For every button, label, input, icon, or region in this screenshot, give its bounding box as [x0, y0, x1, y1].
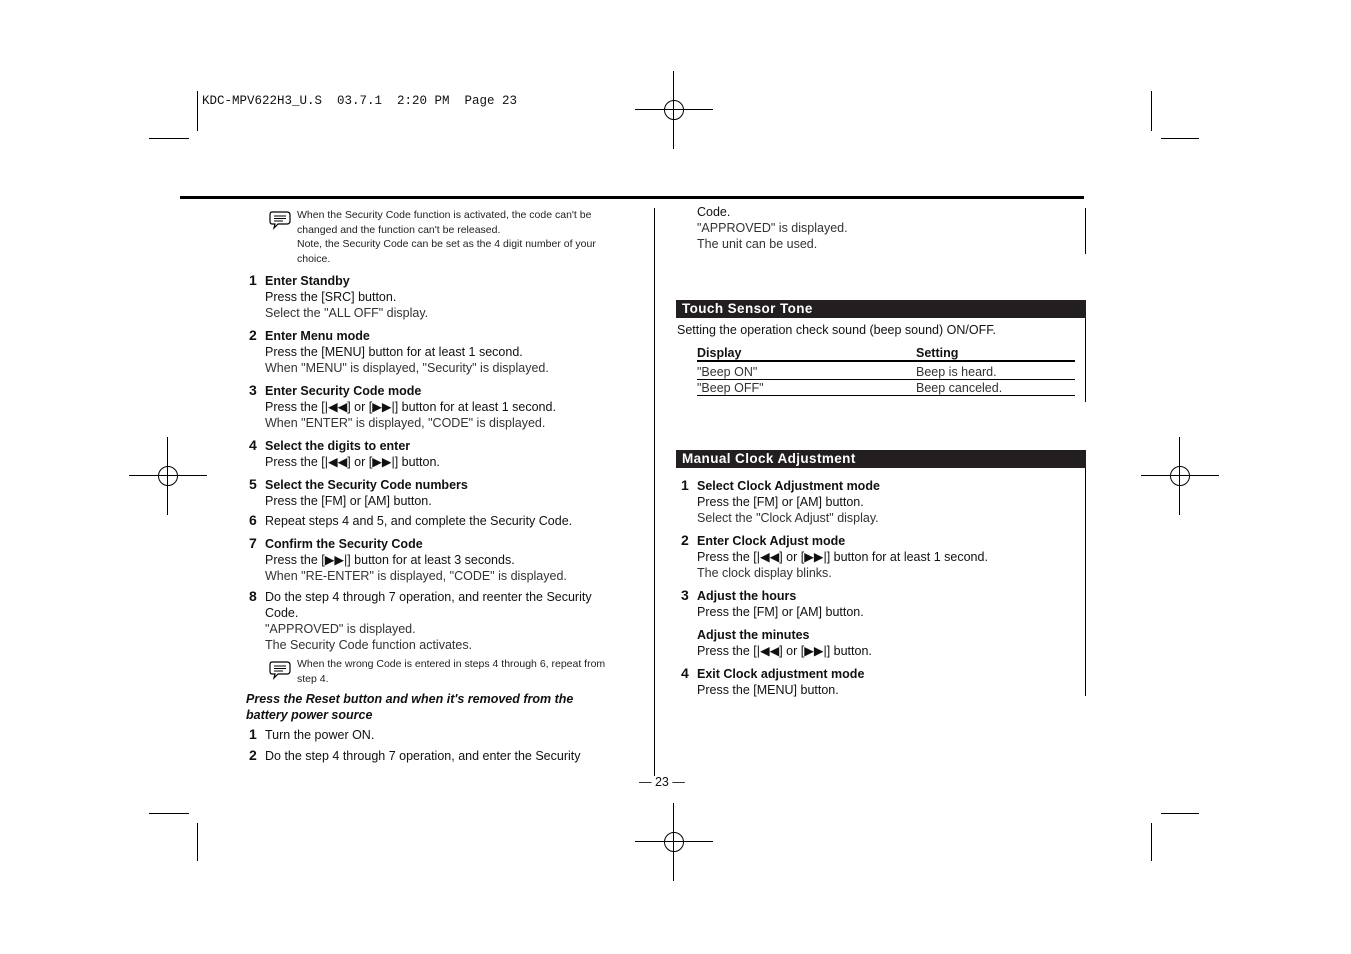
step-line: When "ENTER" is displayed, "CODE" is displayed.	[265, 416, 546, 430]
crop-mark	[1161, 813, 1199, 814]
step-line: Press the [FM] or [AM] button.	[697, 605, 864, 619]
touch-intro: Setting the operation check sound (beep sound) ON/OFF.	[677, 323, 996, 337]
note-text: When the Security Code function is activated, the code can't be changed and the function can't be released. Note, the Security Code can be set as the 4 digit number of your choice.	[297, 209, 596, 265]
note-text: When the wrong Code is entered in steps 4 through 6, repeat from step 4.	[297, 658, 606, 685]
step-line: Press the [|◀◀] or [▶▶|] button for at least 1 second.	[265, 400, 556, 414]
table-rule	[697, 395, 1075, 396]
top-rule	[180, 196, 1084, 199]
crop-mark	[197, 823, 198, 861]
step-line: Press the [FM] or [AM] button.	[697, 495, 864, 509]
step-line: Turn the power ON.	[265, 728, 375, 742]
step-line: Do the step 4 through 7 operation, and reenter the Security	[265, 590, 592, 604]
crop-mark	[1161, 138, 1199, 139]
crop-mark	[1151, 823, 1152, 861]
step-title: Select the Security Code numbers	[265, 478, 468, 492]
step-number: 2	[249, 747, 257, 763]
step-title: Enter Security Code mode	[265, 384, 422, 398]
step-number: 2	[681, 532, 689, 548]
step-line: Press the [|◀◀] or [▶▶|] button for at least 1 second.	[697, 550, 988, 564]
registration-mark	[1141, 437, 1219, 515]
step-line: When "RE-ENTER" is displayed, "CODE" is displayed.	[265, 569, 567, 583]
step-line: Press the [MENU] button for at least 1 second.	[265, 345, 523, 359]
step-line: The Security Code function activates.	[265, 638, 473, 652]
step-number: 2	[249, 327, 257, 343]
step-line: Press the [|◀◀] or [▶▶|] button.	[697, 644, 872, 658]
step-title: Enter Menu mode	[265, 329, 370, 343]
registration-mark	[635, 803, 713, 881]
step-number: 4	[681, 665, 689, 681]
step-line: Code.	[265, 606, 299, 620]
file-header: KDC-MPV622H3_U.S 03.7.1 2:20 PM Page 23	[202, 94, 518, 108]
continued-line: The unit can be used.	[697, 237, 818, 251]
table-cell: "Beep ON"	[697, 365, 758, 379]
table-header-setting: Setting	[916, 346, 959, 360]
table-header-display: Display	[697, 346, 742, 360]
step-line: When "MENU" is displayed, "Security" is displayed.	[265, 361, 549, 375]
step-number: 7	[249, 535, 257, 551]
table-cell: Beep is heard.	[916, 365, 997, 379]
step-line: Press the [|◀◀] or [▶▶|] button.	[265, 455, 440, 469]
step-line: Press the [FM] or [AM] button.	[265, 494, 432, 508]
step-number: 4	[249, 437, 257, 453]
reset-heading: Press the Reset button and when it's removed from the	[246, 692, 574, 706]
step-title: Confirm the Security Code	[265, 537, 423, 551]
step-title: Select the digits to enter	[265, 439, 411, 453]
reset-heading: battery power source	[246, 708, 373, 722]
step-title: Adjust the hours	[697, 589, 797, 603]
note-icon	[269, 660, 291, 680]
step-line: "APPROVED" is displayed.	[265, 622, 416, 636]
crop-mark	[197, 91, 198, 131]
registration-mark	[635, 71, 713, 149]
step-title: Enter Clock Adjust mode	[697, 534, 846, 548]
crop-mark	[1151, 91, 1152, 131]
step-title: Enter Standby	[265, 274, 350, 288]
step-number: 1	[249, 272, 257, 288]
step-number: 3	[681, 587, 689, 603]
step-line: Select the "Clock Adjust" display.	[697, 511, 879, 525]
table-cell: "Beep OFF"	[697, 381, 764, 395]
step-number: 6	[249, 512, 257, 528]
crop-mark	[149, 813, 189, 814]
step-line: Press the [MENU] button.	[697, 683, 839, 697]
step-number: 5	[249, 476, 257, 492]
step-line: The clock display blinks.	[697, 566, 832, 580]
step-number: 3	[249, 382, 257, 398]
step-line: Press the [SRC] button.	[265, 290, 397, 304]
right-edge-rule	[1085, 450, 1086, 696]
continued-line: Code.	[697, 205, 731, 219]
column-divider	[654, 208, 655, 776]
page-number: — 23 —	[639, 775, 685, 789]
registration-mark	[129, 437, 207, 515]
touch-sensor-tone-heading: Touch Sensor Tone	[676, 300, 1086, 318]
step-number: 1	[249, 726, 257, 742]
step-title: Adjust the minutes	[697, 628, 810, 642]
step-title: Select Clock Adjustment mode	[697, 479, 880, 493]
note-icon	[269, 210, 291, 230]
right-edge-rule	[1085, 208, 1086, 254]
step-line: Repeat steps 4 and 5, and complete the Security Code.	[265, 514, 573, 528]
step-number: 8	[249, 588, 257, 604]
table-cell: Beep canceled.	[916, 381, 1003, 395]
step-number: 1	[681, 477, 689, 493]
manual-clock-adjustment-heading: Manual Clock Adjustment	[676, 450, 1086, 468]
continued-line: "APPROVED" is displayed.	[697, 221, 848, 235]
step-title: Exit Clock adjustment mode	[697, 667, 865, 681]
table-rule	[697, 360, 1075, 362]
step-line: Press the [▶▶|] button for at least 3 seconds.	[265, 553, 515, 567]
step-line: Do the step 4 through 7 operation, and enter the Security	[265, 749, 581, 763]
crop-mark	[149, 138, 189, 139]
step-line: Select the "ALL OFF" display.	[265, 306, 429, 320]
